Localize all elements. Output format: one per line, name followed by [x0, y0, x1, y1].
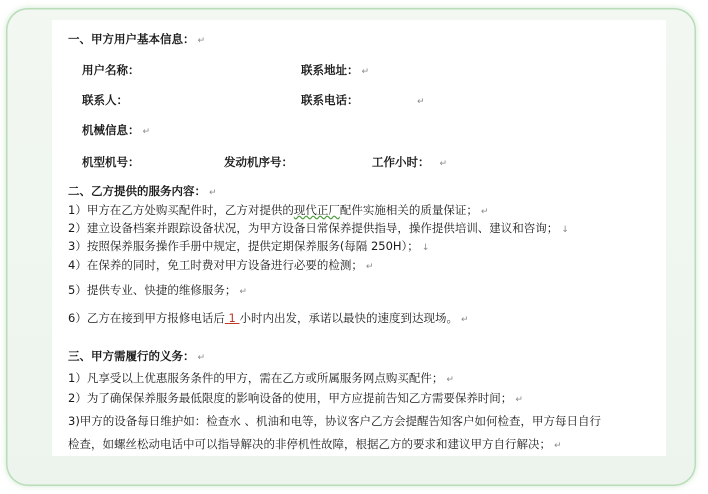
user-name-label: 用户名称： — [82, 63, 140, 77]
paragraph-mark: ↵ — [554, 441, 562, 451]
service-item-2: 2）建立设备档案并跟踪设备状况，为甲方设备日常保养提供指导，操作提供培训、建议和咨询； ↓ — [68, 221, 569, 235]
engine-label: 发动机序号： — [224, 155, 293, 169]
paragraph-mark: ↵ — [142, 127, 151, 137]
section1-heading: 一、甲方用户基本信息： ↵ — [68, 32, 206, 46]
hours-label: 工作小时： ↵ — [372, 155, 448, 169]
paragraph-mark: ↵ — [460, 315, 469, 325]
service-item-3: 3）按照保养服务操作手册中规定，提供定期保养服务(每隔 250H）； ↓ — [68, 239, 430, 253]
response-hours-value: 1 — [224, 311, 240, 325]
paragraph-mark: ↵ — [197, 353, 206, 363]
obligation-item-1: 1）凡享受以上优惠服务条件的甲方，需在乙方或所属服务网点购买配件； ↵ — [68, 371, 454, 385]
model-label: 机型机号： — [82, 155, 140, 169]
service-item-5: 5）提供专业、快捷的维修服务； ↵ — [68, 283, 247, 297]
spellcheck-flagged-text: 现代正厂 — [293, 203, 340, 217]
obligation-item-3-line-2: 检查，如螺丝松动电话中可以指导解决的非停机性故障，根据乙方的要求和建议甲方自行解决； ↵ — [68, 437, 562, 451]
paragraph-mark: ↵ — [361, 67, 370, 77]
document-page — [52, 20, 666, 456]
paragraph-mark: ↵ — [480, 207, 489, 217]
section3-heading: 三、甲方需履行的义务： ↵ — [68, 349, 206, 363]
paragraph-mark: ↵ — [239, 287, 247, 297]
phone-label: 联系电话： — [301, 93, 359, 107]
line-break-mark: ↓ — [421, 243, 430, 253]
obligation-item-3-line-1: 3)甲方的设备每日维护如：检查水 、机油和电等，协议客户乙方会提醒告知客户如何检查，甲方每日自行 — [68, 414, 601, 428]
obligation-item-2: 2）为了确保保养服务最低限度的影响设备的使用，甲方应提前告知乙方需要保养时间； ↵ — [68, 391, 523, 405]
paragraph-mark: ↵ — [439, 159, 448, 169]
service-item-6: 6）乙方在接到甲方报修电话后 1 小时内出发，承诺以最快的速度到达现场。 ↵ — [68, 311, 469, 325]
line-break-mark: ↓ — [561, 225, 569, 235]
paragraph-mark: ↵ — [446, 375, 454, 385]
section2-heading: 二、乙方提供的服务内容： ↵ — [68, 184, 217, 198]
machine-info-label: 机械信息： ↵ — [82, 123, 151, 137]
paragraph-mark: ↵ — [209, 188, 217, 198]
paragraph-mark: ↵ — [365, 262, 374, 272]
paragraph-mark: ↵ — [515, 395, 523, 405]
paragraph-mark: ↵ — [417, 97, 425, 107]
service-item-4: 4）在保养的同时，免工时费对甲方设备进行必要的检测； ↵ — [68, 258, 374, 272]
service-item-1: 1）甲方在乙方处购买配件时，乙方对提供的现代正厂配件实施相关的质量保证； ↵ — [68, 203, 489, 217]
paragraph-mark: ↵ — [197, 36, 206, 46]
address-label: 联系地址： ↵ — [301, 63, 370, 77]
contact-label: 联系人： — [82, 93, 128, 107]
